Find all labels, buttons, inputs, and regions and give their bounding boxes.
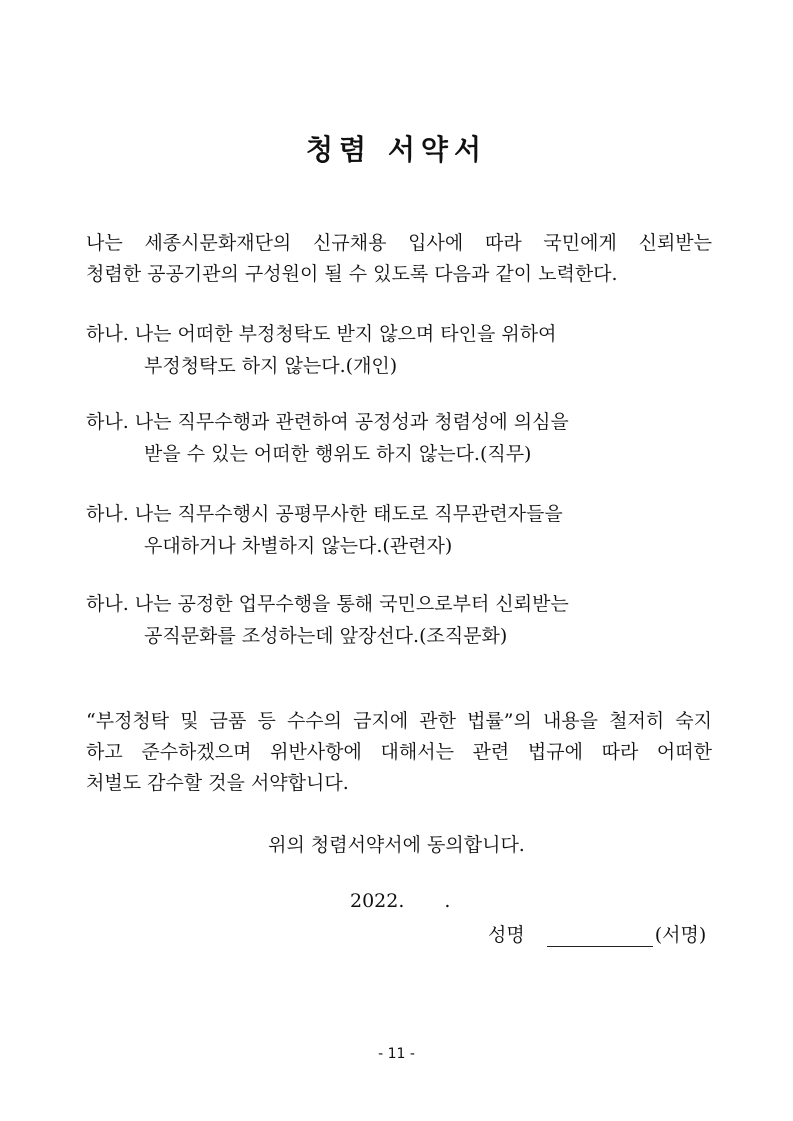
signature-label: 성명 xyxy=(488,924,525,946)
law-line: “부정청탁 및 금품 등 수수의 금지에 관한 법률”의 내용을 철저히 숙지 xyxy=(86,710,712,732)
pledge-continuation: 부정청탁도 하지 않는다.(개인) xyxy=(144,355,398,377)
pledge-continuation: 우대하거나 차별하지 않는다.(관련자) xyxy=(144,535,453,557)
law-line: 처벌도 감수할 것을 서약합니다. xyxy=(86,772,349,794)
pledge-item xyxy=(86,406,712,470)
pledge-item xyxy=(86,498,712,562)
pledge-line: 하나. 나는 직무수행과 관련하여 공정성과 청렴성에 의심을 xyxy=(86,411,569,433)
pledge-continuation: 받을 수 있는 어떠한 행위도 하지 않는다.(직무) xyxy=(144,443,532,465)
pledge-continuation: 공직문화를 조성하는데 앞장선다.(조직문화) xyxy=(144,625,508,647)
signature-line[interactable] xyxy=(547,928,653,947)
signature-suffix: (서명) xyxy=(654,924,707,946)
signature-area xyxy=(488,920,706,947)
pledge-line: 하나. 나는 공정한 업무수행을 통해 국민으로부터 신뢰받는 xyxy=(86,593,569,615)
law-paragraph xyxy=(86,706,712,799)
page-number: - 11 - xyxy=(378,1046,415,1062)
date-year: 2022. xyxy=(350,890,405,912)
pledge-line: 하나. 나는 직무수행시 공평무사한 태도로 직무관련자들을 xyxy=(86,503,563,525)
intro-paragraph xyxy=(86,228,712,290)
intro-line: 청렴한 공공기관의 구성원이 될 수 있도록 다음과 같이 노력한다. xyxy=(86,263,618,285)
pledge-line: 하나. 나는 어떠한 부정청탁도 받지 않으며 타인을 위하여 xyxy=(86,323,557,345)
document-title: 청렴 서약서 xyxy=(306,133,487,166)
pledge-item xyxy=(86,318,712,382)
law-line: 하고 준수하겠으며 위반사항에 대해서는 관련 법규에 따라 어떠한 xyxy=(86,741,712,763)
date-field xyxy=(350,890,450,912)
pledge-item xyxy=(86,588,712,652)
agreement-statement: 위의 청렴서약서에 동의합니다. xyxy=(268,834,525,856)
date-separator: . xyxy=(444,890,451,912)
intro-line: 나는 세종시문화재단의 신규채용 입사에 따라 국민에게 신뢰받는 xyxy=(86,232,712,254)
